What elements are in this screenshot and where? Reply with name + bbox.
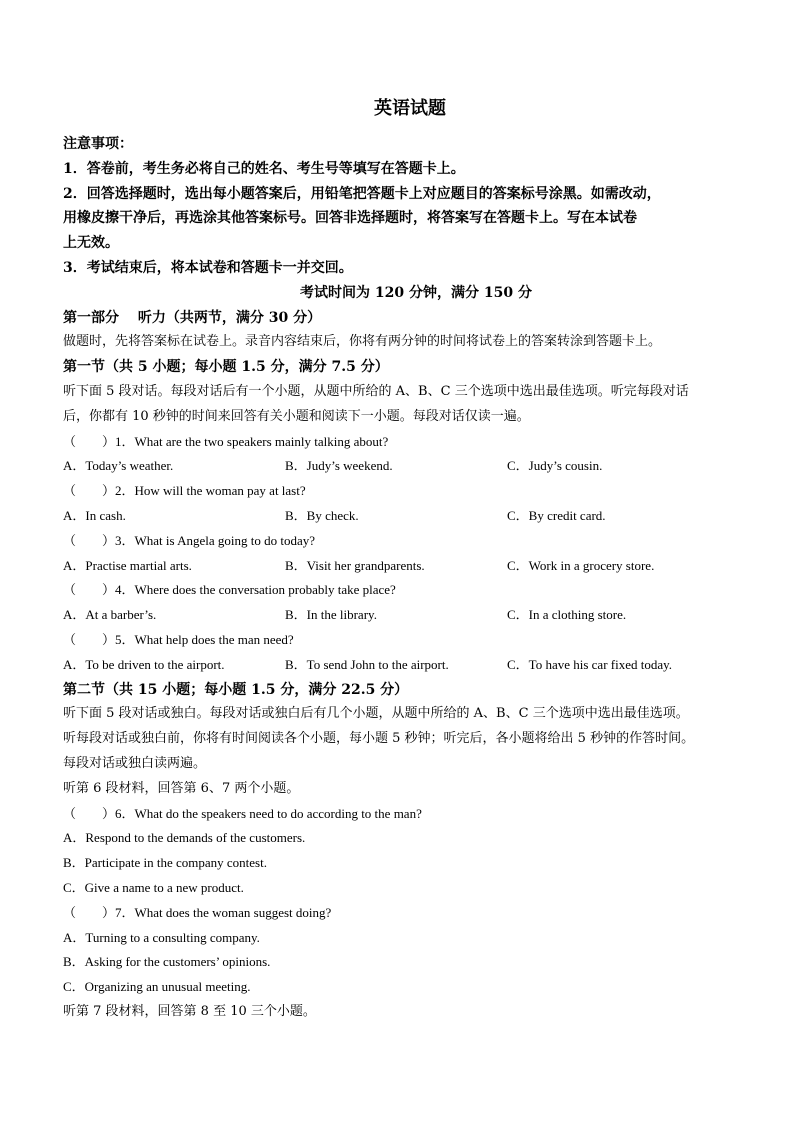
option-a: A．Today’s weather. bbox=[63, 458, 174, 474]
question-stem: （ ）2．How will the woman pay at last? bbox=[63, 483, 306, 499]
material-note: 听第 6 段材料，回答第 6、7 两个小题。 bbox=[63, 780, 300, 796]
option-c: C．Judy’s cousin. bbox=[507, 458, 603, 474]
question-stem: （ ）7．What does the woman suggest doing? bbox=[63, 904, 332, 920]
question-stem: （ ）5．What help does the man need? bbox=[63, 631, 294, 647]
notice-item: 2．回答选择题时，选出每小题答案后，用铅笔把答题卡上对应题目的答案标号涂黑。如需改动， bbox=[63, 185, 661, 202]
section1-instruction: 后，你都有 10 秒钟的时间来回答有关小题和阅读下一小题。每段对话仅读一遍。 bbox=[63, 408, 530, 424]
option-b: B．In the library. bbox=[285, 607, 377, 623]
material-note: 听第 7 段材料，回答第 8 至 10 三个小题。 bbox=[63, 1003, 316, 1019]
option-b: B．Participate in the company contest. bbox=[63, 855, 267, 871]
option-c: C．By credit card. bbox=[507, 507, 606, 523]
option-b: B．Asking for the customers’ opinions. bbox=[63, 954, 271, 970]
question-options bbox=[63, 554, 743, 579]
option-a: A．Turning to a consulting company. bbox=[63, 929, 260, 945]
question-stem: （ ）4．Where does the conversation probably take place? bbox=[63, 582, 396, 598]
question-options bbox=[63, 603, 743, 628]
question-options bbox=[63, 504, 743, 529]
section2-heading: 第二节（共 15 小题；每小题 1.5 分，满分 22.5 分） bbox=[63, 681, 409, 698]
option-a: A．Practise martial arts. bbox=[63, 557, 192, 573]
section1-instruction: 听下面 5 段对话。每段对话后有一个小题，从题中所给的 A、B、C 三个选项中选出最佳选项。听完每段对话 bbox=[63, 383, 689, 399]
notice-heading: 注意事项： bbox=[63, 136, 133, 152]
notice-item: 用橡皮擦干净后，再选涂其他答案标号。回答非选择题时，将答案写在答题卡上。写在本试卷 bbox=[63, 210, 637, 227]
section2-instruction: 听下面 5 段对话或独白。每段对话或独白后有几个小题，从题中所给的 A、B、C 三个选项中选出最佳选项。 bbox=[63, 706, 689, 722]
question-options bbox=[63, 454, 743, 479]
option-a: A．Respond to the demands of the customers. bbox=[63, 830, 306, 846]
option-b: B．By check. bbox=[285, 507, 359, 523]
option-a: A．In cash. bbox=[63, 507, 126, 523]
page-title: 英语试题 bbox=[374, 98, 446, 119]
part1-instruction: 做题时，先将答案标在试卷上。录音内容结束后，你将有两分钟的时间将试卷上的答案转涂到答题卡上。 bbox=[63, 334, 662, 350]
option-b: B．Visit her grandparents. bbox=[285, 557, 425, 573]
option-a: A．To be driven to the airport. bbox=[63, 656, 225, 672]
notice-item: 1．答卷前，考生务必将自己的姓名、考生号等填写在答题卡上。 bbox=[63, 160, 465, 177]
question-stem: （ ）1．What are the two speakers mainly talking about? bbox=[63, 433, 389, 449]
section2-instruction: 听每段对话或独白前，你将有时间阅读各个小题，每小题 5 秒钟；听完后，各小题将给出 5 秒钟的作答时间。 bbox=[63, 731, 695, 747]
question-options bbox=[63, 653, 743, 678]
option-c: C．Organizing an unusual meeting. bbox=[63, 979, 251, 995]
option-b: B．To send John to the airport. bbox=[285, 656, 449, 672]
section2-instruction: 每段对话或独白读两遍。 bbox=[63, 755, 207, 771]
exam-info: 考试时间为 120 分钟，满分 150 分 bbox=[300, 284, 532, 301]
question-stem: （ ）3．What is Angela going to do today? bbox=[63, 532, 316, 548]
exam-page bbox=[63, 96, 743, 1025]
option-a: A．At a barber’s. bbox=[63, 607, 157, 623]
part1-heading: 第一部分 听力（共两节，满分 30 分） bbox=[63, 309, 322, 326]
option-c: C．To have his car fixed today. bbox=[507, 656, 673, 672]
option-c: C．Work in a grocery store. bbox=[507, 557, 655, 573]
notice-item: 上无效。 bbox=[63, 235, 119, 252]
question-stem: （ ）6．What do the speakers need to do according to the man? bbox=[63, 805, 422, 821]
option-c: C．In a clothing store. bbox=[507, 607, 627, 623]
section1-heading: 第一节（共 5 小题；每小题 1.5 分，满分 7.5 分） bbox=[63, 359, 389, 376]
option-c: C．Give a name to a new product. bbox=[63, 879, 244, 895]
option-b: B．Judy’s weekend. bbox=[285, 458, 393, 474]
notice-item: 3．考试结束后，将本试卷和答题卡一并交回。 bbox=[63, 259, 353, 276]
